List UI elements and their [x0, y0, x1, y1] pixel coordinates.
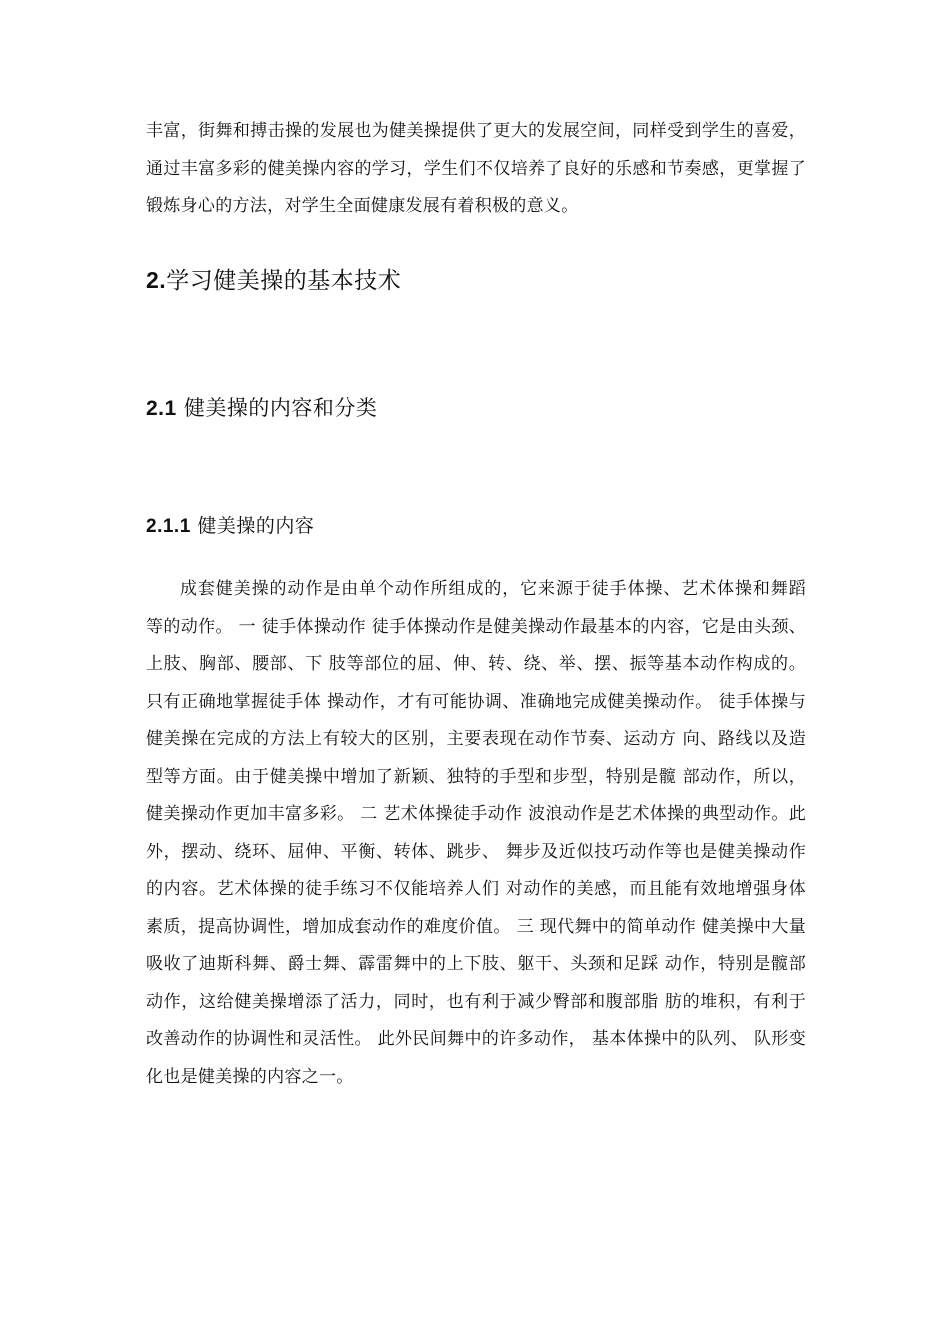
section-2-heading [146, 262, 806, 295]
section-2-number: 2. [146, 267, 167, 293]
section-2-1-heading [146, 392, 806, 422]
section-2-1-1-title: 健美操的内容 [197, 515, 315, 537]
body-paragraph: 成套健美操的动作是由单个动作所组成的，它来源于徒手体操、艺术体操和舞蹈 等的动作。 一 徒手体操动作 徒手体操动作是健美操动作最基本的内容，它是由头颈、上肢、胸部、腰部、下 肢等部位的屈、伸、转、绕、举、摆、振等基本动作构成的。只有正确地掌握徒手体 操动作，才有可能协调、准确地完成健美操动作。 徒手体操与健美操在完成的方法上有较大的区别，主要表现在动作节奏、运动方 向、路线以及造型等方面。由于健美操中增加了新颖、独特的手型和步型，特别是髋 部动作，所以，健美操动作更加丰富多彩。 二 艺术体操徒手动作 波浪动作是艺术体操的典型动作。此外，摆动、绕环、屈伸、平衡、转体、跳步、 舞步及近似技巧动作等也是健美操动作的内容。艺术体操的徒手练习不仅能培养人们 对动作的美感，而且能有效地增强身体素质，提高协调性，增加成套动作的难度价值。 三 现代舞中的简单动作 健美操中大量吸收了迪斯科舞、爵士舞、霹雷舞中的上下肢、躯干、头颈和足踩 动作，特别是髋部动作，这给健美操增添了活力，同时，也有利于减少臀部和腹部脂 肪的堆积，有利于改善动作的协调性和灵活性。 此外民间舞中的许多动作， 基本体操中的队列、 队形变化也是健美操的内容之一。 [146, 579, 806, 1087]
section-2-1-1-heading [146, 511, 806, 538]
section-2-1-number: 2.1 [146, 397, 177, 420]
section-2-1-title: 健美操的内容和分类 [183, 396, 378, 420]
intro-paragraph: 丰富，街舞和搏击操的发展也为健美操提供了更大的发展空间，同样受到学生的喜爱，通过丰富多彩的健美操内容的学习，学生们不仅培养了良好的乐感和节奏感，更掌握了锻炼身心的方法，对学生全面健康发展有着积极的意义。 [146, 121, 806, 216]
section-2-title: 学习健美操的基本技术 [166, 268, 402, 294]
section-2-1-1-number: 2.1.1 [146, 516, 191, 537]
